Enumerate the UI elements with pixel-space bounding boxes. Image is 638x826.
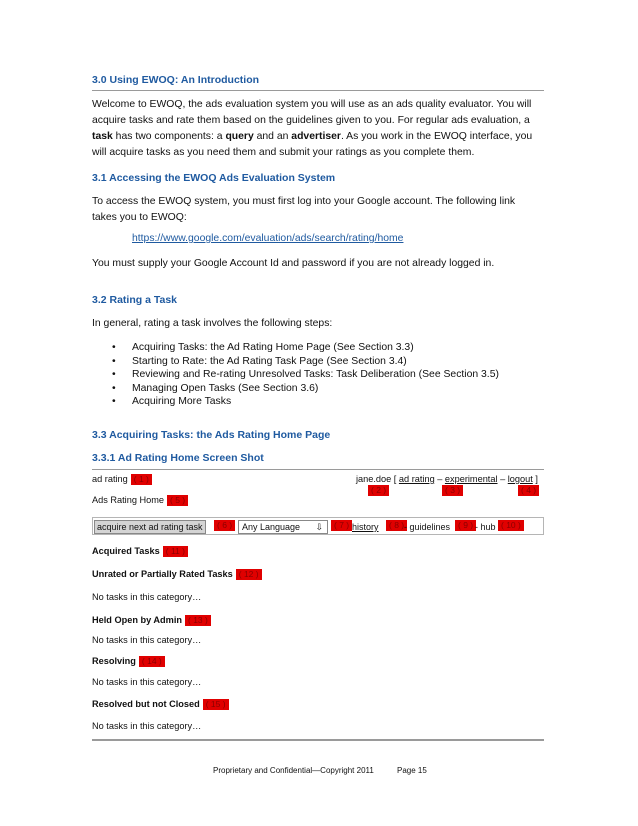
intro-text-part: and an (253, 131, 292, 142)
task-toolbar (92, 517, 544, 535)
acquire-task-button[interactable]: acquire next ad rating task (94, 520, 206, 534)
intro-text-part: . As you work in the EWOQ interface, you (340, 131, 533, 142)
resolving-heading (92, 656, 165, 667)
user-name: jane.doe [ (356, 474, 399, 484)
empty-category-text: No tasks in this category… (92, 635, 202, 645)
separator: – (434, 474, 445, 484)
footer-page-number: Page 15 (397, 766, 427, 775)
list-item: • Managing Open Tasks (See Section 3.6) (112, 382, 499, 396)
heading-3-2: 3.2 Rating a Task (92, 294, 178, 306)
unrated-tasks-text: Unrated or Partially Rated Tasks (92, 569, 233, 579)
callout-badge-3: ( 3 ) (442, 485, 463, 496)
intro-line-4: will acquire tasks as you need them and submit your ratings as you complete them. (92, 147, 475, 158)
ad-rating-link[interactable]: ad rating (398, 474, 435, 484)
experimental-link[interactable]: experimental (444, 474, 498, 484)
held-open-heading (92, 615, 211, 626)
rating-intro: In general, rating a task involves the following steps: (92, 318, 333, 329)
term-query: query (225, 131, 254, 142)
user-bar-end: ] (532, 474, 538, 484)
chevron-down-icon: ⇩ (315, 522, 323, 532)
app-label-text: ad rating (92, 474, 128, 484)
home-label (92, 495, 188, 506)
heading-3-3-1: 3.3.1 Ad Rating Home Screen Shot (92, 452, 264, 464)
callout-badge-11: ( 11 ) (163, 546, 188, 557)
access-line-1: To access the EWOQ system, you must first log into your Google account. The following link (92, 196, 516, 207)
ewoq-link[interactable]: https://www.google.com/evaluation/ads/search/rating/home (132, 233, 404, 244)
intro-line-1: Welcome to EWOQ, the ads evaluation system you will use as an ads quality evaluator. You will (92, 99, 532, 110)
user-bar (356, 474, 538, 484)
heading-3-1: 3.1 Accessing the EWOQ Ads Evaluation System (92, 172, 336, 184)
separator: – (497, 474, 508, 484)
callout-badge-4: ( 4 ) (518, 485, 539, 496)
empty-category-text: No tasks in this category… (92, 592, 202, 602)
list-item: • Reviewing and Re-rating Unresolved Tasks: Task Deliberation (See Section 3.5) (112, 368, 499, 382)
intro-text-part: has two components: a (112, 131, 226, 142)
history-link[interactable]: history (352, 522, 379, 532)
intro-paragraph (92, 97, 544, 161)
term-advertiser: advertiser (291, 131, 341, 142)
intro-line-2: acquire tasks and rate them based on the guidelines given to you. For regular ads evaluation, a (92, 115, 530, 126)
login-note: You must supply your Google Account Id and password if you are not already logged in. (92, 258, 495, 269)
empty-category-text: No tasks in this category… (92, 677, 202, 687)
unrated-tasks-heading (92, 569, 262, 580)
heading-3-0: 3.0 Using EWOQ: An Introduction (92, 74, 260, 86)
resolving-text: Resolving (92, 656, 136, 666)
term-task: task (92, 131, 113, 142)
callout-badge-1: ( 1 ) (131, 474, 152, 485)
resolved-not-closed-text: Resolved but not Closed (92, 699, 200, 709)
callout-badge-14: ( 14 ) (139, 656, 165, 667)
rating-steps-list (112, 341, 499, 409)
callout-badge-2: ( 2 ) (368, 485, 389, 496)
resolved-not-closed-heading (92, 699, 229, 710)
access-line-2: takes you to EWOQ: (92, 212, 187, 223)
callout-badge-6: ( 6 ) (214, 520, 235, 531)
callout-badge-9: ( 9 ) (455, 520, 476, 531)
language-select[interactable] (238, 520, 328, 534)
list-item: • Acquiring More Tasks (112, 395, 499, 409)
callout-badge-15: ( 15 ) (203, 699, 229, 710)
acquired-tasks-text: Acquired Tasks (92, 546, 160, 556)
heading-3-3: 3.3 Acquiring Tasks: the Ads Rating Home Page (92, 429, 331, 441)
divider (92, 469, 544, 470)
list-item: • Acquiring Tasks: the Ad Rating Home Page (See Section 3.3) (112, 341, 499, 355)
callout-badge-5: ( 5 ) (167, 495, 188, 506)
callout-badge-8: ( 8 ) (386, 520, 407, 531)
callout-badge-7: ( 7 ) (331, 520, 352, 531)
hub-link[interactable]: - hub (475, 522, 496, 532)
logout-link[interactable]: logout (507, 474, 533, 484)
callout-badge-12: ( 12 ) (236, 569, 262, 580)
empty-category-text: No tasks in this category… (92, 721, 202, 731)
footer-copyright: Proprietary and Confidential—Copyright 2011 (213, 766, 374, 775)
callout-badge-13: ( 13 ) (185, 615, 211, 626)
footer-divider (92, 739, 544, 741)
acquired-tasks-heading (92, 546, 188, 557)
callout-badge-10: ( 10 ) (498, 520, 524, 531)
divider (92, 90, 544, 91)
language-select-value: Any Language (242, 522, 301, 532)
list-item: • Starting to Rate: the Ad Rating Task Page (See Section 3.4) (112, 355, 499, 369)
home-label-text: Ads Rating Home (92, 495, 165, 505)
app-label (92, 474, 152, 485)
access-paragraph (92, 194, 544, 226)
held-open-text: Held Open by Admin (92, 615, 183, 625)
guidelines-link[interactable]: - guidelines (404, 522, 451, 532)
intro-line-3 (92, 129, 544, 145)
